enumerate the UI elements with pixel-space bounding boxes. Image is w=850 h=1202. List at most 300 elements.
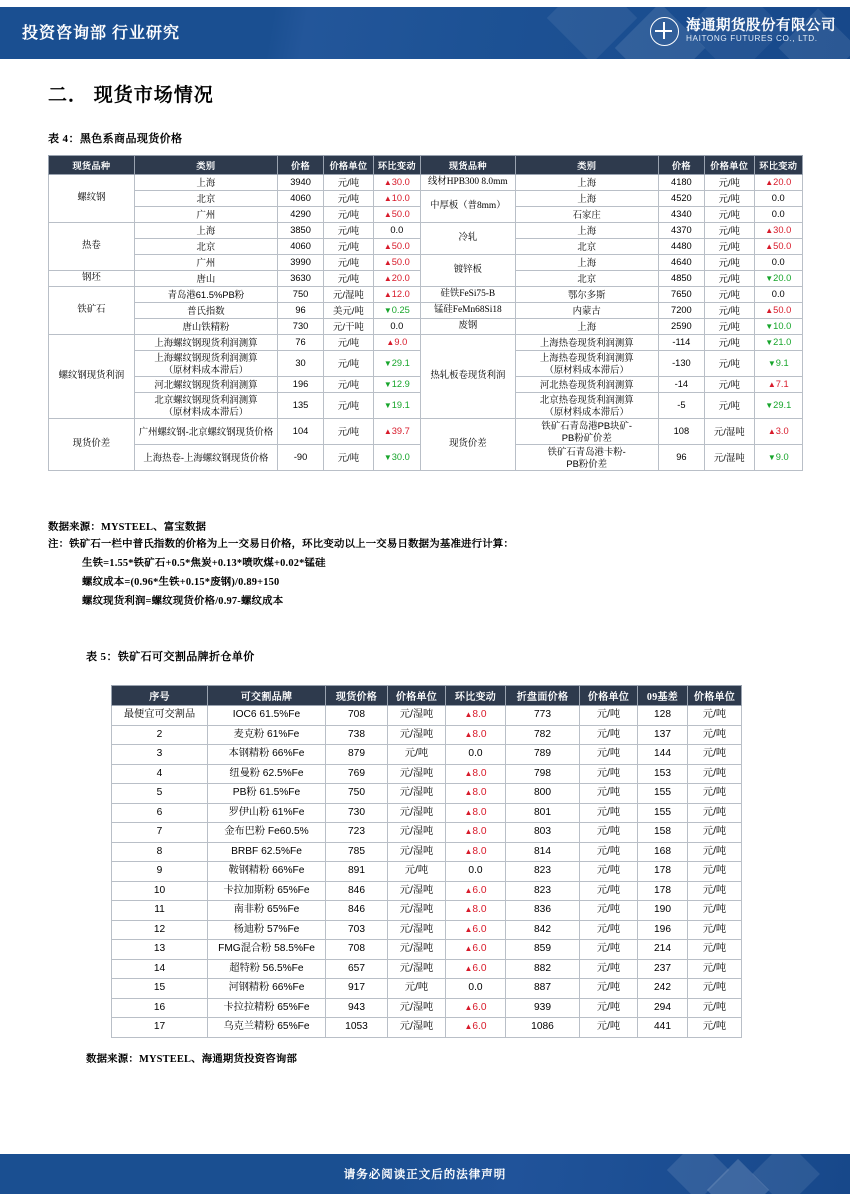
brand-cell: 超特粉 56.5%Fe — [208, 959, 326, 979]
unit-cell: 元/吨 — [704, 255, 754, 271]
price-cell: 7200 — [658, 303, 704, 319]
brand-cell: 本钢精粉 66%Fe — [208, 745, 326, 765]
unit-cell: 元/吨 — [704, 335, 754, 351]
category-cell: 上海 — [515, 255, 658, 271]
table-row — [112, 823, 742, 843]
price-cell: -5 — [658, 393, 704, 419]
unit-cell: 元/吨 — [324, 335, 374, 351]
price-cell: 4520 — [658, 191, 704, 207]
unit-cell: 元/吨 — [688, 823, 742, 843]
change-cell: ▲39.7 — [373, 419, 420, 445]
futures-equivalent-cell: 859 — [506, 940, 580, 960]
column-header: 现货价格 — [326, 686, 388, 706]
basis-cell: 178 — [638, 881, 688, 901]
brand-cell: 南非粉 65%Fe — [208, 901, 326, 921]
spot-price-cell: 708 — [326, 940, 388, 960]
unit-cell: 元/湿吨 — [388, 1018, 446, 1038]
change-cell: ▲20.0 — [754, 175, 802, 191]
unit-cell: 元/吨 — [688, 901, 742, 921]
row-index-cell: 17 — [112, 1018, 208, 1038]
section-heading: 二． 现货市场情况 — [48, 85, 214, 106]
change-cell: ▲9.0 — [373, 335, 420, 351]
unit-cell: 元/吨 — [580, 842, 638, 862]
change-cell: ▼20.0 — [754, 271, 802, 287]
price-cell: 76 — [277, 335, 323, 351]
change-cell: ▲8.0 — [446, 803, 506, 823]
change-cell: ▲10.0 — [373, 191, 420, 207]
price-cell: 3630 — [277, 271, 323, 287]
category-cell: 上海 — [515, 175, 658, 191]
change-cell: ▲8.0 — [446, 823, 506, 843]
price-cell: 135 — [277, 393, 323, 419]
brand-cell: FMG混合粉 58.5%Fe — [208, 940, 326, 960]
price-cell: 108 — [658, 419, 704, 445]
change-cell: ▼29.1 — [373, 351, 420, 377]
change-cell: ▲50.0 — [373, 255, 420, 271]
futures-equivalent-cell: 814 — [506, 842, 580, 862]
note-line-0: 注：铁矿石一栏中普氏指数的价格为上一交易日价格，环比变动以上一交易日数据为基准进行计算： — [48, 539, 514, 550]
column-header: 环比变动 — [754, 156, 802, 175]
change-cell: ▼19.1 — [373, 393, 420, 419]
brand-cell: 杨迪粉 57%Fe — [208, 920, 326, 940]
basis-cell: 137 — [638, 725, 688, 745]
price-cell: 4340 — [658, 207, 704, 223]
group-label: 热轧板卷现货利润 — [421, 335, 516, 419]
category-cell: 铁矿石青岛港卡粉- PB粉价差 — [515, 445, 658, 471]
brand-cell: 卡拉拉精粉 65%Fe — [208, 998, 326, 1018]
unit-cell: 元/吨 — [580, 959, 638, 979]
group-label: 硅铁FeSi75-B — [421, 287, 516, 303]
table-row — [112, 706, 742, 726]
basis-cell: 128 — [638, 706, 688, 726]
category-cell: 北京 — [515, 271, 658, 287]
unit-cell: 元/吨 — [704, 351, 754, 377]
unit-cell: 元/湿吨 — [388, 881, 446, 901]
page-footer-banner — [0, 1146, 850, 1202]
price-cell: 4180 — [658, 175, 704, 191]
unit-cell: 元/吨 — [580, 940, 638, 960]
row-index-cell: 15 — [112, 979, 208, 999]
column-header: 折盘面价格 — [506, 686, 580, 706]
futures-equivalent-cell: 939 — [506, 998, 580, 1018]
column-header: 可交割品牌 — [208, 686, 326, 706]
change-cell: 0.0 — [754, 287, 802, 303]
unit-cell: 元/吨 — [580, 979, 638, 999]
futures-equivalent-cell: 773 — [506, 706, 580, 726]
unit-cell: 元/吨 — [688, 959, 742, 979]
table5-header-row — [112, 686, 742, 706]
unit-cell: 元/吨 — [704, 319, 754, 335]
table-row — [112, 725, 742, 745]
row-index-cell: 11 — [112, 901, 208, 921]
brand-cell: 金布巴粉 Fe60.5% — [208, 823, 326, 843]
futures-equivalent-cell: 1086 — [506, 1018, 580, 1038]
basis-cell: 158 — [638, 823, 688, 843]
table5-body — [112, 706, 742, 1038]
basis-cell: 155 — [638, 803, 688, 823]
change-cell: ▼9.1 — [754, 351, 802, 377]
spot-price-cell: 879 — [326, 745, 388, 765]
basis-cell: 153 — [638, 764, 688, 784]
table-row — [112, 998, 742, 1018]
unit-cell: 元/吨 — [704, 377, 754, 393]
change-cell: 0.0 — [373, 319, 420, 335]
unit-cell: 元/吨 — [580, 998, 638, 1018]
unit-cell: 元/湿吨 — [704, 419, 754, 445]
change-cell: ▲50.0 — [754, 239, 802, 255]
price-cell: 730 — [277, 319, 323, 335]
unit-cell: 元/吨 — [688, 706, 742, 726]
spot-price-cell: 703 — [326, 920, 388, 940]
futures-equivalent-cell: 801 — [506, 803, 580, 823]
column-header: 价格 — [277, 156, 323, 175]
unit-cell: 元/湿吨 — [388, 784, 446, 804]
category-cell: 上海热卷现货利润测算 （原材料成本滞后） — [515, 351, 658, 377]
row-index-cell: 7 — [112, 823, 208, 843]
price-cell: -130 — [658, 351, 704, 377]
change-cell: 0.0 — [446, 862, 506, 882]
unit-cell: 元/吨 — [688, 842, 742, 862]
change-cell: 0.0 — [754, 191, 802, 207]
unit-cell: 元/湿吨 — [704, 445, 754, 471]
footer-disclaimer: 请务必阅读正文后的法律声明 — [343, 1169, 507, 1181]
group-label: 钢坯 — [49, 271, 135, 287]
table-row — [49, 191, 803, 207]
brand-cell: 麦克粉 61%Fe — [208, 725, 326, 745]
brand-cell: 纽曼粉 62.5%Fe — [208, 764, 326, 784]
category-cell: 上海 — [515, 223, 658, 239]
unit-cell: 元/吨 — [324, 207, 374, 223]
unit-cell: 元/吨 — [688, 920, 742, 940]
column-header: 类别 — [515, 156, 658, 175]
unit-cell: 元/吨 — [704, 191, 754, 207]
unit-cell: 元/吨 — [580, 725, 638, 745]
unit-cell: 元/吨 — [688, 979, 742, 999]
table-row — [112, 979, 742, 999]
haitong-emblem-icon — [650, 17, 679, 46]
category-cell: 石家庄 — [515, 207, 658, 223]
header-bottom-strip — [0, 59, 850, 66]
spot-price-cell: 846 — [326, 881, 388, 901]
price-cell: -90 — [277, 445, 323, 471]
unit-cell: 美元/吨 — [324, 303, 374, 319]
change-cell: 0.0 — [373, 223, 420, 239]
unit-cell: 元/吨 — [324, 393, 374, 419]
table-row — [49, 335, 803, 351]
unit-cell: 元/吨 — [388, 979, 446, 999]
unit-cell: 元/吨 — [580, 745, 638, 765]
unit-cell: 元/湿吨 — [388, 803, 446, 823]
futures-equivalent-cell: 842 — [506, 920, 580, 940]
logo-company-name-en: HAITONG FUTURES CO., LTD. — [686, 34, 818, 44]
row-index-cell: 最便宜可交割品 — [112, 706, 208, 726]
spot-price-cell: 708 — [326, 706, 388, 726]
change-cell: ▼0.25 — [373, 303, 420, 319]
basis-cell: 144 — [638, 745, 688, 765]
category-cell: 上海 — [134, 223, 277, 239]
price-cell: 7650 — [658, 287, 704, 303]
column-header: 现货品种 — [421, 156, 516, 175]
change-cell: ▼12.9 — [373, 377, 420, 393]
spot-price-cell: 750 — [326, 784, 388, 804]
spot-price-cell: 738 — [326, 725, 388, 745]
unit-cell: 元/吨 — [324, 175, 374, 191]
logo-company-name-cn: 海通期货股份有限公司 — [686, 18, 836, 35]
table-row — [49, 287, 803, 303]
change-cell: ▼9.0 — [754, 445, 802, 471]
unit-cell: 元/吨 — [324, 255, 374, 271]
column-header: 现货品种 — [49, 156, 135, 175]
unit-cell: 元/吨 — [580, 881, 638, 901]
group-label: 锰硅FeMn68Si18 — [421, 303, 516, 319]
price-cell: 30 — [277, 351, 323, 377]
group-label: 铁矿石 — [49, 287, 135, 335]
row-index-cell: 8 — [112, 842, 208, 862]
change-cell: ▲6.0 — [446, 881, 506, 901]
unit-cell: 元/吨 — [688, 1018, 742, 1038]
category-cell: 北京螺纹钢现货利润测算 （原材料成本滞后） — [134, 393, 277, 419]
spot-price-cell: 1053 — [326, 1018, 388, 1038]
category-cell: 北京热卷现货利润测算 （原材料成本滞后） — [515, 393, 658, 419]
column-header: 价格单位 — [688, 686, 742, 706]
change-cell: ▲8.0 — [446, 725, 506, 745]
column-header: 09基差 — [638, 686, 688, 706]
group-label: 螺纹钢现货利润 — [49, 335, 135, 419]
column-header: 序号 — [112, 686, 208, 706]
unit-cell: 元/吨 — [704, 287, 754, 303]
category-cell: 上海热卷现货利润测算 — [515, 335, 658, 351]
spot-price-cell: 917 — [326, 979, 388, 999]
unit-cell: 元/湿吨 — [388, 940, 446, 960]
basis-cell: 294 — [638, 998, 688, 1018]
note-line-1: 生铁=1.55*铁矿石+0.5*焦炭+0.13*喷吹煤+0.02*锰硅 — [82, 558, 326, 569]
spot-price-cell: 730 — [326, 803, 388, 823]
unit-cell: 元/吨 — [704, 239, 754, 255]
category-cell: 河北螺纹钢现货利润测算 — [134, 377, 277, 393]
change-cell: ▲6.0 — [446, 959, 506, 979]
change-cell: ▲7.1 — [754, 377, 802, 393]
group-label: 现货价差 — [421, 419, 516, 471]
note-line-2: 螺纹成本=(0.96*生铁+0.15*废钢)/0.89+150 — [82, 577, 280, 588]
price-cell: -114 — [658, 335, 704, 351]
unit-cell: 元/吨 — [704, 393, 754, 419]
price-cell: 96 — [277, 303, 323, 319]
table-row — [49, 419, 803, 445]
price-cell: 4370 — [658, 223, 704, 239]
unit-cell: 元/吨 — [580, 784, 638, 804]
price-cell: 4060 — [277, 239, 323, 255]
brand-cell: PB粉 61.5%Fe — [208, 784, 326, 804]
change-cell: 0.0 — [446, 979, 506, 999]
unit-cell: 元/吨 — [688, 940, 742, 960]
change-cell: ▲8.0 — [446, 764, 506, 784]
deliverable-brands-table — [111, 685, 742, 1038]
row-index-cell: 3 — [112, 745, 208, 765]
change-cell: ▲8.0 — [446, 784, 506, 804]
futures-equivalent-cell: 798 — [506, 764, 580, 784]
table5-source: 数据来源：MYSTEEL、海通期货投资咨询部 — [86, 1054, 298, 1065]
spot-price-cell: 723 — [326, 823, 388, 843]
unit-cell: 元/吨 — [324, 419, 374, 445]
table-row — [112, 901, 742, 921]
row-index-cell: 2 — [112, 725, 208, 745]
change-cell: ▼30.0 — [373, 445, 420, 471]
column-header: 价格单位 — [704, 156, 754, 175]
change-cell: ▲3.0 — [754, 419, 802, 445]
unit-cell: 元/吨 — [388, 862, 446, 882]
unit-cell: 元/吨 — [388, 745, 446, 765]
unit-cell: 元/吨 — [324, 377, 374, 393]
change-cell: ▲30.0 — [373, 175, 420, 191]
unit-cell: 元/吨 — [580, 823, 638, 843]
unit-cell: 元/吨 — [704, 223, 754, 239]
spot-price-cell: 891 — [326, 862, 388, 882]
brand-cell: 乌克兰精粉 65%Fe — [208, 1018, 326, 1038]
category-cell: 北京 — [134, 239, 277, 255]
basis-cell: 155 — [638, 784, 688, 804]
row-index-cell: 13 — [112, 940, 208, 960]
brand-cell: BRBF 62.5%Fe — [208, 842, 326, 862]
unit-cell: 元/吨 — [580, 706, 638, 726]
column-header: 价格单位 — [388, 686, 446, 706]
change-cell: ▲30.0 — [754, 223, 802, 239]
change-cell: ▲50.0 — [373, 207, 420, 223]
spot-price-table — [48, 155, 803, 471]
change-cell: ▲6.0 — [446, 1018, 506, 1038]
row-index-cell: 16 — [112, 998, 208, 1018]
price-cell: 750 — [277, 287, 323, 303]
spot-price-cell: 785 — [326, 842, 388, 862]
change-cell: ▲8.0 — [446, 842, 506, 862]
change-cell: 0.0 — [754, 207, 802, 223]
change-cell: ▲6.0 — [446, 920, 506, 940]
spot-price-cell: 943 — [326, 998, 388, 1018]
unit-cell: 元/吨 — [688, 862, 742, 882]
category-cell: 内蒙古 — [515, 303, 658, 319]
group-label: 现货价差 — [49, 419, 135, 471]
row-index-cell: 4 — [112, 764, 208, 784]
price-cell: 4850 — [658, 271, 704, 287]
table-row — [112, 940, 742, 960]
category-cell: 上海螺纹钢现货利润测算 （原材料成本滞后） — [134, 351, 277, 377]
category-cell: 上海螺纹钢现货利润测算 — [134, 335, 277, 351]
unit-cell: 元/吨 — [688, 881, 742, 901]
category-cell: 上海 — [515, 319, 658, 335]
group-label: 镀锌板 — [421, 255, 516, 287]
category-cell: 唐山铁精粉 — [134, 319, 277, 335]
futures-equivalent-cell: 803 — [506, 823, 580, 843]
note-line-3: 螺纹现货利润=螺纹现货价格/0.97-螺纹成本 — [82, 596, 284, 607]
category-cell: 上海 — [134, 175, 277, 191]
change-cell: ▲8.0 — [446, 706, 506, 726]
spot-price-cell: 846 — [326, 901, 388, 921]
price-cell: 96 — [658, 445, 704, 471]
unit-cell: 元/湿吨 — [388, 901, 446, 921]
category-cell: 广州螺纹钢-北京螺纹钢现货价格 — [134, 419, 277, 445]
column-header: 价格单位 — [324, 156, 374, 175]
brand-cell: 河钢精粉 66%Fe — [208, 979, 326, 999]
table4-header-row — [49, 156, 803, 175]
group-label: 热卷 — [49, 223, 135, 271]
unit-cell: 元/湿吨 — [388, 842, 446, 862]
price-cell: 3990 — [277, 255, 323, 271]
table5-caption: 表 5：铁矿石可交割品牌折仓单价 — [86, 651, 255, 663]
column-header: 类别 — [134, 156, 277, 175]
company-logo — [650, 17, 836, 46]
unit-cell: 元/吨 — [580, 803, 638, 823]
table-row — [112, 842, 742, 862]
change-cell: 0.0 — [446, 745, 506, 765]
futures-equivalent-cell: 782 — [506, 725, 580, 745]
basis-cell: 441 — [638, 1018, 688, 1038]
unit-cell: 元/吨 — [324, 223, 374, 239]
futures-equivalent-cell: 882 — [506, 959, 580, 979]
price-cell: 4290 — [277, 207, 323, 223]
unit-cell: 元/吨 — [688, 725, 742, 745]
page-header-banner — [0, 0, 850, 66]
category-cell: 河北热卷现货利润测算 — [515, 377, 658, 393]
table-row — [112, 1018, 742, 1038]
unit-cell: 元/吨 — [580, 862, 638, 882]
category-cell: 广州 — [134, 207, 277, 223]
unit-cell: 元/湿吨 — [388, 823, 446, 843]
unit-cell: 元/吨 — [688, 998, 742, 1018]
futures-equivalent-cell: 823 — [506, 881, 580, 901]
table-row — [112, 745, 742, 765]
price-cell: 4640 — [658, 255, 704, 271]
futures-equivalent-cell: 887 — [506, 979, 580, 999]
unit-cell: 元/湿吨 — [388, 725, 446, 745]
basis-cell: 242 — [638, 979, 688, 999]
unit-cell: 元/吨 — [580, 920, 638, 940]
unit-cell: 元/吨 — [580, 1018, 638, 1038]
category-cell: 上海 — [515, 191, 658, 207]
category-cell: 唐山 — [134, 271, 277, 287]
category-cell: 鄂尔多斯 — [515, 287, 658, 303]
change-cell: ▲50.0 — [373, 239, 420, 255]
brand-cell: 鞍钢精粉 66%Fe — [208, 862, 326, 882]
price-cell: 104 — [277, 419, 323, 445]
price-cell: 3850 — [277, 223, 323, 239]
unit-cell: 元/吨 — [688, 745, 742, 765]
group-label: 中厚板（普8mm） — [421, 191, 516, 223]
row-index-cell: 12 — [112, 920, 208, 940]
change-cell: ▼10.0 — [754, 319, 802, 335]
unit-cell: 元/吨 — [580, 901, 638, 921]
header-top-strip — [0, 0, 850, 7]
basis-cell: 190 — [638, 901, 688, 921]
price-cell: 4480 — [658, 239, 704, 255]
category-cell: 广州 — [134, 255, 277, 271]
brand-cell: 罗伊山粉 61%Fe — [208, 803, 326, 823]
change-cell: ▼21.0 — [754, 335, 802, 351]
change-cell: ▲8.0 — [446, 901, 506, 921]
column-header: 环比变动 — [373, 156, 420, 175]
row-index-cell: 6 — [112, 803, 208, 823]
table4-body — [49, 175, 803, 471]
price-cell: 3940 — [277, 175, 323, 191]
unit-cell: 元/吨 — [580, 764, 638, 784]
unit-cell: 元/湿吨 — [388, 706, 446, 726]
basis-cell: 168 — [638, 842, 688, 862]
column-header: 价格单位 — [580, 686, 638, 706]
spot-price-cell: 769 — [326, 764, 388, 784]
futures-equivalent-cell: 789 — [506, 745, 580, 765]
futures-equivalent-cell: 800 — [506, 784, 580, 804]
unit-cell: 元/湿吨 — [324, 287, 374, 303]
unit-cell: 元/湿吨 — [388, 959, 446, 979]
unit-cell: 元/吨 — [704, 271, 754, 287]
